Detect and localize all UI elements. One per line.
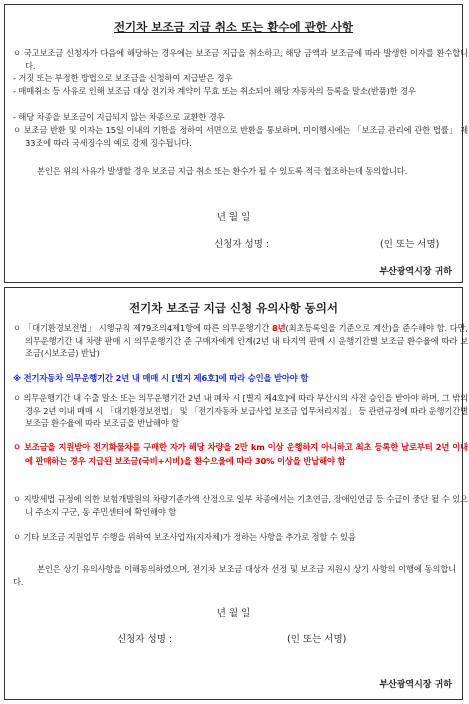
paragraph: ㅇ 보조금 반환 및 이자는 15일 이내의 기한을 정하여 서면으로 반환을 통보하며, 미이행시에는 「보조금 관리에 관한 법률」 제33조에 따라 국세징수의 예로 강제 징수됩니다. [13, 125, 468, 148]
applicant-name-label: 신청자 성명 : [214, 239, 270, 250]
recipient-label: 부산광역시장 귀하 [379, 267, 452, 277]
list-item: - 해당 차종을 보조금이 지급되지 않는 차종으로 교환한 경우 [13, 112, 225, 122]
section-title: 전기차 보조금 지급 취소 또는 환수에 관한 사항 [113, 20, 354, 34]
date-line: 년 월 일 [216, 212, 251, 223]
consent-section [4, 287, 468, 700]
agreement-text: 본인은 위의 사유가 발생할 경우 보조금 지급 취소 또는 환수가 될 수 있도록 적극 협조하는데 동의합니다. [37, 166, 408, 176]
paragraph: ㅇ 「대기환경보전법」 시행규칙 제79조의4제1항에 따른 의무운행기간 8년(최초등록일을 기준으로 계산)을 준수해야 함. 다만, 의무운행기간 내 차량 판매 시 의무운행기간 준 구매자에게 인계(2년 내 타지역 판매 시 운행기간별 보조금 환수율에 따라 보조금(시보조금) 반납) [13, 323, 468, 359]
paragraph: ㅇ 기타 보조금 지원업무 수행을 위하여 보조사업자(지자체)가 정하는 사항을 추가로 정할 수 있음 [13, 532, 356, 542]
paragraph: ㅇ 의무운행기간 내 수출 말소 또는 의무운행기간 2년 내 폐차 시 [별지 제4호]에 따라 부산시의 사전 승인을 받아야 하며, 그 밖의 경우 2년 이내 매매 시 「대기환경보전법」 및 「전기자동차 보급사업 보조금 업무처리지침」 등 관련규정에 따라 운행기간별 보조금 환수율에 따라 보조금을 반납해야 함 [13, 393, 468, 429]
list-item: - 매매취소 등 사유로 인해 보조금 대상 전기차 계약이 무효 또는 취소되어 해당 자동차의 등록을 말소(반품)한 경우 [13, 86, 416, 96]
recipient-label: 부산광역시장 귀하 [379, 680, 452, 690]
paragraph: ㅇ 국고보조금 신청자가 다음에 해당하는 경우에는 보조금 지급을 취소하고, 해당 금액과 보조금에 따라 발생한 이자를 환수합니다. [13, 48, 468, 71]
section-title: 전기차 보조금 지급 신청 유의사항 동의서 [129, 301, 338, 315]
paragraph: ㅇ 지방세법 규정에 의한 보험개발원의 차량기준가액 산정으로 일부 차종에서는 기초연금, 장애인연금 등 수급이 중단 될 수 있으니 주소지 구군, 동 주민센터에 확인해야 함 [13, 494, 468, 517]
warning-paragraph: ㅇ 보조금을 지원받아 전기화물차를 구매한 자가 해당 차량을 2만 km 이상 운행하지 아니하고 최초 등록한 날로부터 2년 이내에 판매하는 경우 지급된 보조금(국비+시비)을 환수으울에 따라 30% 이상을 반납해야 함 [13, 442, 468, 466]
date-line: 년 월 일 [216, 608, 251, 619]
signature-label: (인 또는 서명) [287, 634, 347, 645]
applicant-name-label: 신청자 성명 : [117, 634, 173, 645]
agreement-text: 본인은 상기 유의사항을 이해동의하였으며, 전기차 보조금 대상자 선정 및 보조금 지원시 상기 사항의 이행에 동의합니다. [13, 564, 456, 587]
highlight-period: 8년 [272, 323, 286, 333]
notice-line: ※ 전기자동차 의무운행기간 2년 내 매매 시 [별지 제6호]에 따라 승인을 받아야 함 [13, 373, 309, 383]
list-item: - 거짓 또는 부정한 방법으로 보조금을 신청하여 지급받은 경우 [13, 73, 233, 83]
signature-label: (인 또는 서명) [380, 239, 440, 250]
cancellation-notice-section [4, 4, 468, 283]
